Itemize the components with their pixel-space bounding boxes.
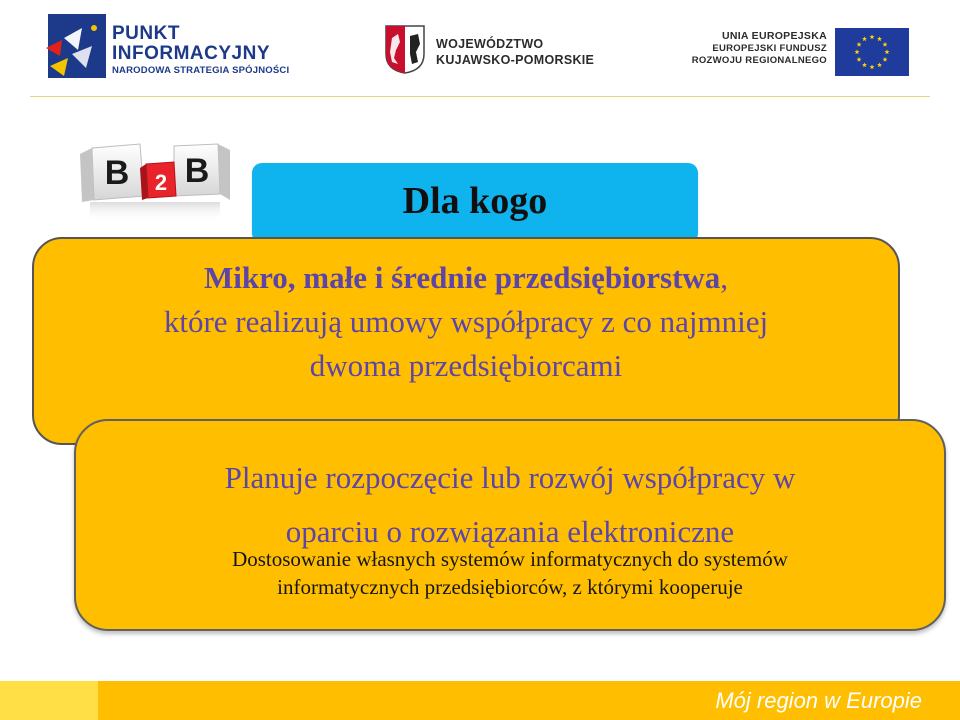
condition-line2: oparciu o rozwiązania elektroniczne (285, 514, 735, 549)
header-divider (30, 96, 930, 97)
target-group-line3: dwoma przedsiębiorcami (309, 348, 623, 383)
eu-flag-icon (835, 28, 909, 76)
target-group-bold: Mikro, małe i średnie przedsiębiorstwa (203, 260, 721, 295)
ue-line1: UNIA EUROPEJSKA (721, 30, 827, 42)
b2b-left-letter: B (104, 154, 130, 192)
punkt-line2: INFORMACYJNY (112, 43, 271, 64)
target-group-line1 (34, 256, 898, 300)
footer-slogan: Mój region w Europie (715, 688, 922, 713)
punkt-informacyjny-logo-icon (42, 10, 110, 82)
condition-main-text (76, 451, 944, 559)
punkt-informacyjny-text (112, 24, 289, 78)
target-group-box (32, 237, 900, 445)
title-box (252, 163, 698, 243)
b2b-mid-letter: 2 (154, 170, 168, 195)
target-group-text (34, 256, 898, 388)
punkt-informacyjny-logo (42, 10, 302, 86)
condition-sub-text (76, 545, 944, 601)
ue-line3: ROZWOJU REGIONALNEGO (691, 55, 827, 66)
wojewodztwo-text (436, 36, 594, 68)
ue-text (692, 30, 827, 67)
slide-title: Dla kogo (402, 180, 548, 222)
punkt-line3: NARODOWA STRATEGIA SPÓJNOŚCI (112, 65, 290, 76)
condition-box (74, 419, 946, 631)
b2b-right-letter: B (184, 152, 210, 190)
eagle-crest-icon (384, 24, 426, 74)
wojewodztwo-line2: KUJAWSKO-POMORSKIE (436, 53, 595, 67)
punkt-line1: PUNKT (112, 23, 180, 44)
wojewodztwo-logo (384, 24, 624, 76)
condition-sub-line2: informatycznych przedsiębiorców, z którymi kooperuje (277, 575, 743, 599)
b2b-cubes-icon (70, 140, 240, 222)
wojewodztwo-line1: WOJEWÓDZTWO (436, 37, 544, 51)
ue-line2: EUROPEJSKI FUNDUSZ (712, 43, 827, 54)
unia-europejska-logo (683, 26, 919, 76)
condition-sub-line1: Dostosowanie własnych systemów informatycznych do systemów (232, 547, 788, 571)
footer-accent (0, 681, 98, 720)
condition-line1: Planuje rozpoczęcie lub rozwój współpracy w (224, 460, 796, 495)
target-group-line2: które realizują umowy współpracy z co najmniej (163, 304, 769, 339)
target-group-comma: , (720, 260, 729, 295)
